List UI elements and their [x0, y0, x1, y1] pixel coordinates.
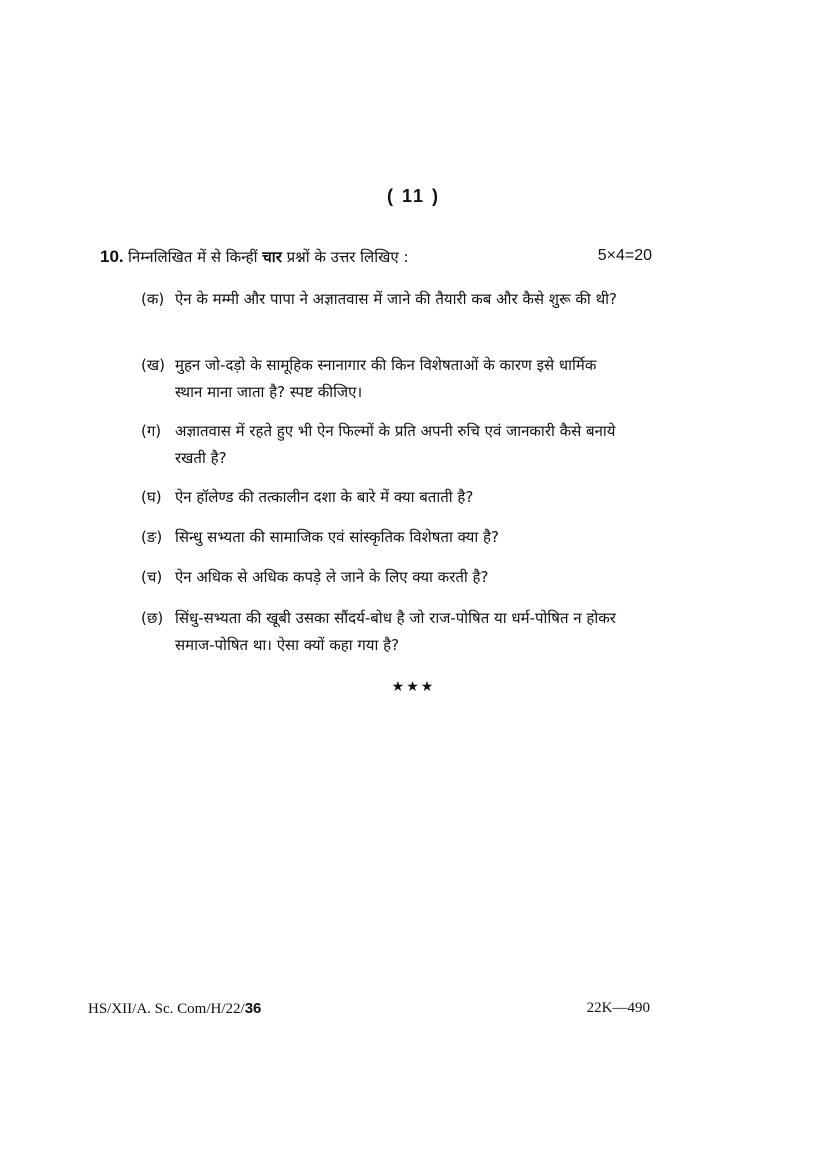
sub-question-chha [141, 605, 621, 659]
question-text-before: निम्नलिखित में से किन्हीं [128, 248, 263, 266]
question-number: 10. [100, 247, 124, 266]
paper-code-bold: 36 [244, 1000, 262, 1017]
sub-question-label: (च) [141, 568, 163, 586]
paper-code [88, 1000, 261, 1018]
sub-question-text: सिंधु-सभ्यता की खूबी उसका सौंदर्य-बोध है जो राज-पोषित या धर्म-पोषित न होकर समाज-पोषित था। ऐसा क्यों कहा गया है? [175, 609, 616, 654]
print-code: 22K—490 [586, 1000, 650, 1016]
question-marks: 5×4=20 [597, 247, 652, 264]
question-text-bold: चार [262, 248, 282, 266]
sub-question-label: (ङ) [141, 528, 163, 546]
paper-code-prefix: HS/XII/A. Sc. Com/H/22/ [88, 1001, 245, 1017]
question-header [100, 247, 652, 271]
sub-question-label: (ग) [141, 422, 162, 440]
sub-question-text: ऐन हॉलेण्ड की तत्कालीन दशा के बारे में क्या बताती है? [175, 488, 474, 506]
sub-question-text: ऐन अधिक से अधिक कपड़े ले जाने के लिए क्या करती है? [175, 568, 489, 586]
sub-question-text: सिन्धु सभ्यता की सामाजिक एवं सांस्कृतिक विशेषता क्या है? [175, 528, 499, 546]
sub-question-text: ऐन के मम्मी और पापा ने अज्ञातवास में जाने की तैयारी कब और कैसे शुरू की थी? [175, 290, 618, 308]
sub-question-label: (ख) [141, 356, 165, 374]
end-of-paper-stars: ★★★ [391, 679, 436, 695]
question-text-after: प्रश्नों के उत्तर लिखिए : [281, 248, 409, 266]
sub-question-text: मुहन जो-दड़ो के सामूहिक स्नानागार की किन विशेषताओं के कारण इसे धार्मिक स्थान माना जाता है? स्पष्ट कीजिए। [175, 356, 597, 401]
sub-question-label: (छ) [141, 609, 164, 627]
sub-question-kha [141, 352, 621, 406]
sub-question-cha [141, 564, 621, 591]
sub-question-ka [141, 286, 621, 313]
sub-question-text: अज्ञातवास में रहते हुए भी ऐन फिल्मों के प्रति अपनी रुचि एवं जानकारी कैसे बनाये रखती है? [175, 422, 616, 467]
sub-question-label: (घ) [141, 488, 162, 506]
sub-question-ga [141, 418, 621, 472]
sub-question-gha [141, 484, 621, 511]
sub-question-nga [141, 524, 621, 551]
page-number: ( 11 ) [386, 186, 441, 206]
question-instruction [128, 247, 409, 267]
sub-question-label: (क) [141, 290, 165, 308]
